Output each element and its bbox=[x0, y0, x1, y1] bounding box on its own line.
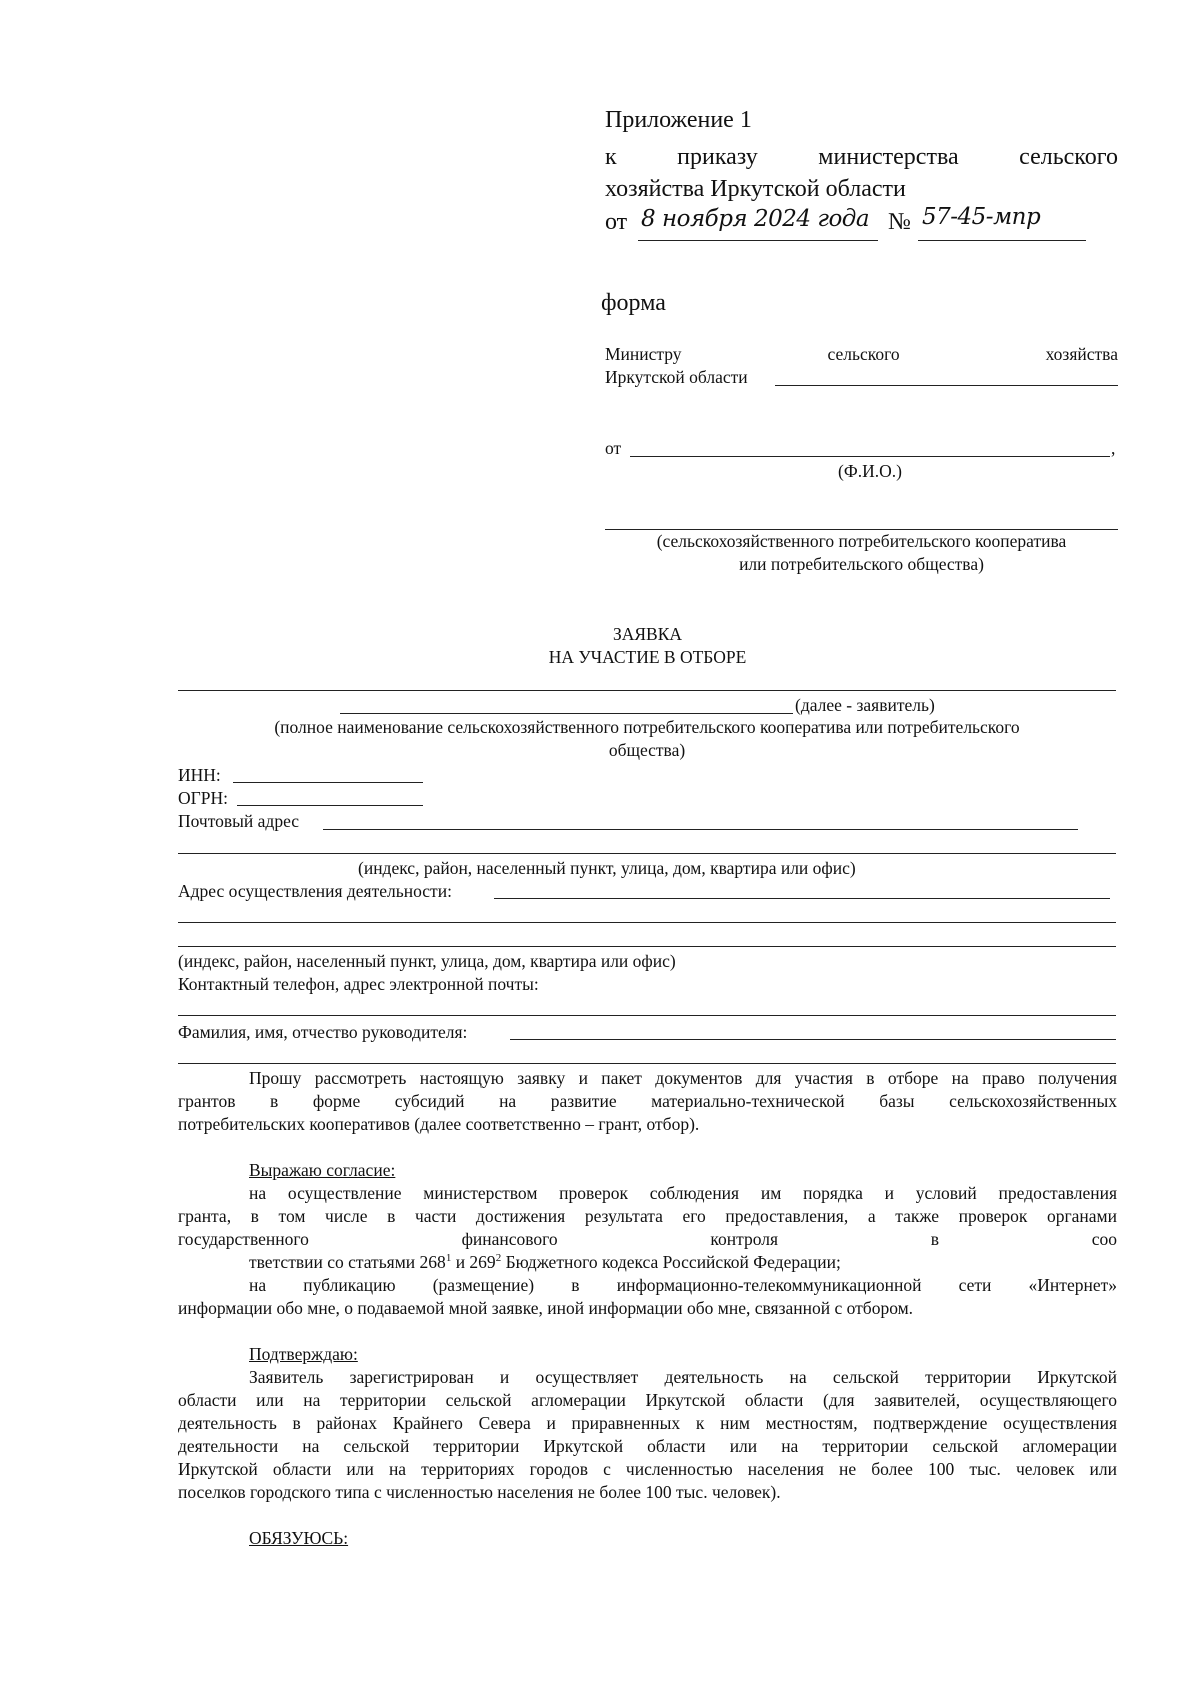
applicant-hereinafter: (далее - заявитель) bbox=[795, 695, 935, 715]
appendix-word-ministry: министерства bbox=[818, 144, 959, 170]
confirm-line-3: деятельность в районах Крайнего Севера и приравненных к ним местностям, подтверждение осуществления bbox=[178, 1413, 1117, 1433]
contacts-field bbox=[178, 1015, 1116, 1016]
addressee-from: от bbox=[605, 438, 622, 458]
addressee-word-economy: хозяйства bbox=[1045, 344, 1118, 364]
activity-address-label: Адрес осуществления деятельности: bbox=[178, 881, 452, 901]
consent-line-6: информации обо мне, о подаваемой мной заявке, иной информации обо мне, связанной с отбором. bbox=[178, 1298, 914, 1318]
request-line-2: грантов в форме субсидий на развитие материально-технической базы сельскохозяйственных bbox=[178, 1091, 1117, 1111]
consent-word-financial: финансового bbox=[461, 1229, 558, 1249]
postal-address-line-2 bbox=[178, 853, 1116, 854]
appendix-line-1 bbox=[605, 143, 1118, 171]
consent-line-4-a: тветствии со статьями 268 bbox=[249, 1252, 446, 1272]
head-name-line-2 bbox=[178, 1063, 1116, 1064]
addressee-word-minister: Министру bbox=[605, 344, 682, 364]
fio-caption: (Ф.И.О.) bbox=[838, 461, 902, 481]
head-name-label: Фамилия, имя, отчество руководителя: bbox=[178, 1022, 468, 1042]
activity-address-line-3 bbox=[178, 946, 1116, 947]
handwritten-number: 57-45-мпр bbox=[922, 204, 1041, 230]
coop-caption-2: или потребительского общества) bbox=[739, 554, 984, 574]
consent-line-4-b: и 269 bbox=[451, 1252, 496, 1272]
ogrn-label: ОГРН: bbox=[178, 788, 228, 808]
appendix-word-prikaz: приказу bbox=[677, 144, 758, 170]
appendix-word-k: к bbox=[605, 144, 617, 170]
confirm-line-5: Иркутской области или на территориях городов с численностью населения не более 100 тыс. человек или bbox=[178, 1459, 1117, 1479]
confirm-line-1: Заявитель зарегистрирован и осуществляет деятельность на сельской территории Иркутской bbox=[249, 1367, 1117, 1387]
number-underline bbox=[918, 240, 1086, 241]
inn-label: ИНН: bbox=[178, 765, 221, 785]
consent-line-5: на публикацию (размещение) в информационно-телекоммуникационной сети «Интернет» bbox=[249, 1275, 1117, 1295]
consent-line-4 bbox=[249, 1251, 841, 1273]
confirm-line-2: области или на территории сельской агломерации Иркутской области (для заявителей, осуществляющего bbox=[178, 1390, 1117, 1410]
request-line-1: Прошу рассмотреть настоящую заявку и пакет документов для участия в отборе на право получения bbox=[249, 1068, 1117, 1088]
consent-line-3 bbox=[178, 1228, 1117, 1250]
consent-word-control: контроля bbox=[710, 1229, 779, 1249]
activity-address-caption: (индекс, район, населенный пункт, улица, дом, квартира или офис) bbox=[178, 951, 676, 971]
contacts-label: Контактный телефон, адрес электронной почты: bbox=[178, 974, 539, 994]
confirm-title: Подтверждаю: bbox=[249, 1344, 358, 1364]
appendix-word-rural: сельского bbox=[1019, 144, 1118, 170]
full-name-caption-1: (полное наименование сельскохозяйственного потребительского кооператива или потребительского bbox=[274, 717, 1020, 737]
oblige-title: ОБЯЗУЮСЬ: bbox=[249, 1528, 349, 1548]
postal-address-field bbox=[323, 829, 1078, 830]
full-name-caption-2: общества) bbox=[608, 740, 686, 760]
postal-address-caption: (индекс, район, населенный пункт, улица, дом, квартира или офис) bbox=[358, 858, 856, 878]
consent-title: Выражаю согласие: bbox=[249, 1160, 396, 1180]
heading-title: ЗАЯВКА bbox=[612, 624, 683, 644]
addressee-word-rural: сельского bbox=[827, 344, 900, 364]
consent-word-state: государственного bbox=[178, 1229, 309, 1249]
applicant-name-line-2 bbox=[340, 713, 793, 714]
addressee-line-1 bbox=[605, 343, 1118, 365]
applicant-name-line-1 bbox=[178, 690, 1116, 691]
appendix-number-label: № bbox=[888, 209, 911, 235]
inn-field bbox=[233, 782, 423, 783]
activity-address-field bbox=[494, 898, 1110, 899]
confirm-line-4: деятельности на сельской территории Иркутской области или на территории сельской агломерации bbox=[178, 1436, 1117, 1456]
date-underline bbox=[638, 240, 878, 241]
postal-address-label: Почтовый адрес bbox=[178, 811, 300, 831]
minister-name-line bbox=[775, 385, 1118, 386]
appendix-from: от bbox=[605, 209, 628, 235]
consent-line-1: на осуществление министерством проверок соблюдения им порядка и условий предоставления bbox=[249, 1183, 1117, 1203]
addressee-line-2: Иркутской области bbox=[605, 367, 748, 387]
coop-caption-1: (сельскохозяйственного потребительского кооператива bbox=[656, 531, 1067, 551]
consent-word-soo: соо bbox=[1091, 1229, 1117, 1249]
fio-comma: , bbox=[1111, 438, 1116, 458]
request-line-3: потребительских кооперативов (далее соответственно – грант, отбор). bbox=[178, 1114, 700, 1134]
head-name-field bbox=[510, 1039, 1116, 1040]
consent-line-4-c: Бюджетного кодекса Российской Федерации; bbox=[501, 1252, 841, 1272]
activity-address-line-2 bbox=[178, 922, 1116, 923]
appendix-line-2: хозяйства Иркутской области bbox=[605, 176, 906, 202]
ogrn-field bbox=[237, 805, 423, 806]
confirm-line-6: поселков городского типа с численностью населения не более 100 тыс. человек). bbox=[178, 1482, 781, 1502]
form-label: форма bbox=[601, 290, 666, 316]
heading-subtitle: НА УЧАСТИЕ В ОТБОРЕ bbox=[548, 647, 747, 667]
consent-word-in: в bbox=[930, 1229, 939, 1249]
handwritten-date: 8 ноября 2024 года bbox=[641, 206, 870, 232]
appendix-title: Приложение 1 bbox=[605, 107, 752, 133]
consent-line-2: гранта, в том числе в части достижения результата его предоставления, а также проверок органами bbox=[178, 1206, 1117, 1226]
sup-1: 1 bbox=[445, 1252, 452, 1265]
sup-2: 2 bbox=[495, 1252, 502, 1265]
fio-line bbox=[630, 456, 1110, 457]
